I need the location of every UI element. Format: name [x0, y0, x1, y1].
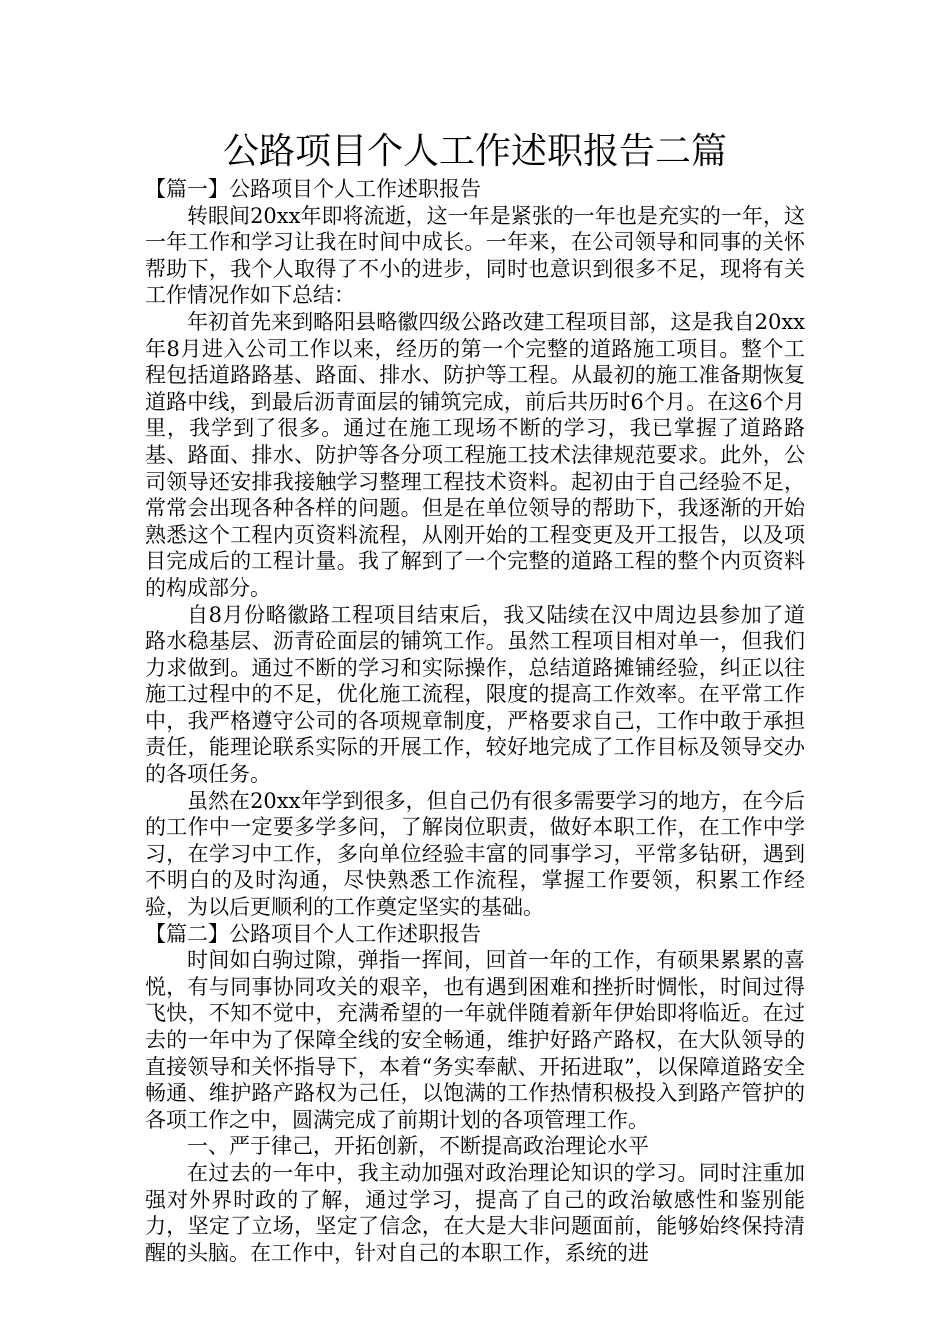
- paragraph: 时间如白驹过隙，弹指一挥间，回首一年的工作，有硕果累累的喜悦，有与同事协同攻关的艰辛，也有遇到困难和挫折时惆怅，时间过得飞快，不知不觉中，充满希望的一年就伴随着新年伊始即将临近。在过去的一年中为了保障全线的安全畅通，维护好路产路权，在大队领导的直接领导和关怀指导下，本着“务实奉献、开拓进取”，以保障道路安全畅通、维护路产路权为己任，以饱满的工作热情积极投入到路产管护的各项工作之中，圆满完成了前期计划的各项管理工作。: [145, 948, 805, 1132]
- paragraph: 自8月份略徽路工程项目结束后，我又陆续在汉中周边县参加了道路水稳基层、沥青砼面层的铺筑工作。虽然工程项目相对单一，但我们力求做到。通过不断的学习和实际操作，总结道路摊铺经验，纠正以往施工过程中的不足，优化施工流程，限度的提高工作效率。在平常工作中，我严格遵守公司的各项规章制度，严格要求自己，工作中敢于承担责任，能理论联系实际的开展工作，较好地完成了工作目标及领导交办的各项任务。: [145, 602, 805, 787]
- paragraph: 转眼间20xx年即将流逝，这一年是紧张的一年也是充实的一年，这一年工作和学习让我在时间中成长。一年来，在公司领导和同事的关怀帮助下，我个人取得了不小的进步，同时也意识到很多不足，现将有关工作情况作如下总结：: [145, 203, 805, 308]
- paragraph: 虽然在20xx年学到很多，但自己仍有很多需要学习的地方，在今后的工作中一定要多学多问，了解岗位职责，做好本职工作，在工作中学习，在学习中工作，多向单位经验丰富的同事学习，平常多钻研，遇到不明白的及时沟通，尽快熟悉工作流程，掌握工作要领，积累工作经验，为以后更顺利的工作奠定坚实的基础。: [145, 788, 805, 920]
- document-title: 公路项目个人工作述职报告二篇: [222, 131, 727, 172]
- section-1-heading: 【篇一】公路项目个人工作述职报告: [145, 177, 481, 201]
- section-2: [145, 921, 805, 1267]
- subheading: 一、严于律己，开拓创新，不断提高政治理论水平: [187, 1134, 649, 1159]
- paragraph: 年初首先来到略阳县略徽四级公路改建工程项目部，这是我自20xx年8月进入公司工作以来，经历的第一个完整的道路施工项目。整个工程包括道路路基、路面、排水、防护等工程。从最初的施工准备期恢复道路中线，到最后沥青面层的铺筑完成，前后共历时6个月。在这6个月里，我学到了很多。通过在施工现场不断的学习，我已掌握了道路路基、路面、排水、防护等各分项工程施工技术法律规范要求。此外，公司领导还安排我接触学习整理工程技术资料。起初由于自己经验不足，常常会出现各种各样的问题。但是在单位领导的帮助下，我逐渐的开始熟悉这个工程内页资料流程，从刚开始的工程变更及开工报告，以及项目完成后的工程计量。我了解到了一个完整的道路工程的整个内页资料的构成部分。: [145, 309, 805, 600]
- section-2-heading: 【篇二】公路项目个人工作述职报告: [145, 921, 481, 946]
- document-page: [145, 128, 805, 1266]
- section-1: [145, 176, 805, 921]
- paragraph: 在过去的一年中，我主动加强对政治理论知识的学习。同时注重加强对外界时政的了解，通过学习，提高了自己的政治敏感性和鉴别能力，坚定了立场，坚定了信念，在大是大非问题面前，能够始终保持清醒的头脑。在工作中，针对自己的本职工作，系统的进: [145, 1160, 805, 1265]
